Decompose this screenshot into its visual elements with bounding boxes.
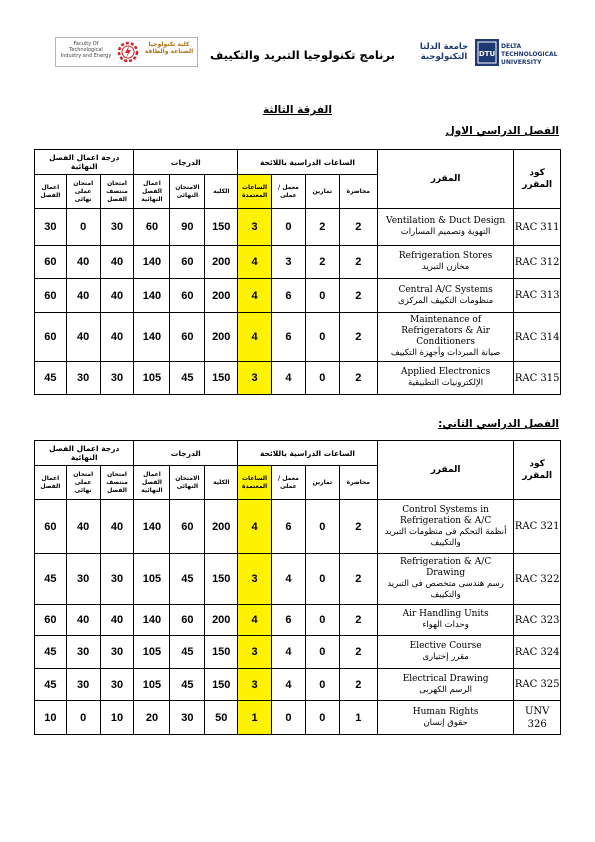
credit-cell: 3 (238, 669, 272, 701)
lab-cell: 0 (272, 209, 306, 246)
midterm-cell: 40 (100, 313, 134, 362)
course-name-cell (377, 246, 514, 279)
tutorial-cell: 2 (305, 246, 339, 279)
page-header (0, 0, 595, 100)
lab-cell: 4 (272, 636, 306, 669)
svg-text:DTU: DTU (478, 50, 496, 58)
lecture-cell: 1 (339, 701, 377, 735)
course-header: المقرر (377, 441, 514, 500)
credit-hours-header: الساعات المعتمدة (238, 466, 272, 500)
course-code-cell: RAC 315 (514, 362, 561, 395)
course-code-cell: RAC 314 (514, 313, 561, 362)
semester-2-table (34, 440, 561, 735)
course-code-cell: RAC 313 (514, 279, 561, 313)
table-row (35, 669, 561, 701)
final-exam-cell: 60 (170, 313, 205, 362)
course-name-en: Human Rights (412, 706, 479, 717)
midterm-cell: 40 (100, 500, 134, 554)
final-exam-cell: 45 (170, 554, 205, 605)
grades-group-header: الدرجات (134, 150, 238, 175)
table-row (35, 500, 561, 554)
credit-cell: 3 (238, 554, 272, 605)
credit-cell: 3 (238, 209, 272, 246)
table-row (35, 279, 561, 313)
university-mark-icon (475, 39, 499, 66)
total-cell: 150 (205, 362, 238, 395)
midterm-cell: 30 (100, 636, 134, 669)
final-grades-group-header: درجة اعمال الفصل النهائية (35, 441, 134, 466)
lecture-header: محاضرة (339, 466, 377, 500)
course-name-en: Applied Electronics (401, 367, 491, 377)
work-cell: 10 (35, 701, 67, 735)
course-code-cell: RAC 324 (514, 636, 561, 669)
practical-cell: 40 (66, 279, 100, 313)
midterm-cell: 30 (100, 362, 134, 395)
total-cell: 150 (205, 669, 238, 701)
final-exam-cell: 30 (170, 701, 205, 735)
lab-header: معمل / عملى (272, 175, 306, 209)
midterm-exam-header: امتحان منتصف الفصل (100, 175, 134, 209)
midterm-cell: 40 (100, 246, 134, 279)
work-final-cell: 105 (134, 636, 170, 669)
midterm-cell: 40 (100, 605, 134, 636)
course-name-en: Control Systems in Refrigeration & A/C (399, 504, 492, 526)
course-name-ar: مخازن التبريد (421, 262, 470, 272)
work-cell: 45 (35, 362, 67, 395)
lecture-cell: 2 (339, 246, 377, 279)
semester-2-rows (35, 500, 561, 735)
semester-1-rows (35, 209, 561, 395)
tutorial-cell: 2 (305, 209, 339, 246)
total-cell: 150 (205, 636, 238, 669)
final-exam-cell: 60 (170, 279, 205, 313)
work-final-cell: 140 (134, 605, 170, 636)
midterm-exam-header: امتحان منتصف الفصل (100, 466, 134, 500)
course-code-cell: UNV 326 (514, 701, 561, 735)
final-exam-cell: 90 (170, 209, 205, 246)
faculty-logo (55, 37, 198, 67)
lecture-cell: 2 (339, 279, 377, 313)
hours-group-header: الساعات الدراسية باللائحة (238, 150, 378, 175)
course-name-en: Ventilation & Duct Design (386, 216, 506, 226)
course-header: المقرر (377, 150, 514, 209)
course-code-cell: RAC 325 (514, 669, 561, 701)
table-row (35, 636, 561, 669)
total-cell: 50 (205, 701, 238, 735)
tutorial-cell: 0 (305, 636, 339, 669)
work-final-cell: 105 (134, 362, 170, 395)
work-final-header: اعمال الفصل النهائية (134, 175, 170, 209)
practical-cell: 30 (66, 669, 100, 701)
lecture-cell: 2 (339, 669, 377, 701)
work-final-cell: 140 (134, 246, 170, 279)
lab-header: معمل / عملى (272, 466, 306, 500)
final-exam-cell: 60 (170, 246, 205, 279)
course-name-en: Air Handling Units (402, 609, 489, 619)
work-cell: 45 (35, 636, 67, 669)
semester-1-table (34, 149, 561, 395)
hours-group-header: الساعات الدراسية باللائحة (238, 441, 378, 466)
total-header: الكلية (205, 175, 238, 209)
final-work-header: اعمال الفصل (35, 175, 67, 209)
table-row (35, 246, 561, 279)
lecture-cell: 2 (339, 636, 377, 669)
work-cell: 45 (35, 669, 67, 701)
lecture-header: محاضرة (339, 175, 377, 209)
credit-cell: 4 (238, 500, 272, 554)
practical-cell: 30 (66, 636, 100, 669)
work-final-cell: 105 (134, 554, 170, 605)
course-name-en: Central A/C Systems (398, 284, 493, 295)
table-row (35, 605, 561, 636)
lab-cell: 4 (272, 669, 306, 701)
course-name-en: Refrigeration & A/C Drawing (399, 557, 492, 578)
credit-hours-header: الساعات المعتمدة (238, 175, 272, 209)
final-exam-cell: 60 (170, 500, 205, 554)
lecture-cell: 2 (339, 554, 377, 605)
final-grades-group-header: درجة اعمال الفصل النهائية (35, 150, 134, 175)
tutorial-header: تمارين (305, 175, 339, 209)
lab-cell: 6 (272, 605, 306, 636)
lecture-cell: 2 (339, 209, 377, 246)
course-code-cell: RAC 322 (514, 554, 561, 605)
practical-exam-header: امتحان عملى نهائى (66, 175, 100, 209)
practical-cell: 40 (66, 246, 100, 279)
course-name-ar: منظومات التكييف المركزى (398, 295, 494, 306)
course-name-cell (377, 669, 514, 701)
code-header: كود المقرر (514, 150, 561, 209)
credit-cell: 3 (238, 636, 272, 669)
lab-cell: 6 (272, 500, 306, 554)
practical-cell: 0 (66, 701, 100, 735)
code-header: كود المقرر (514, 441, 561, 500)
final-exam-header: الامتحان النهائى (170, 466, 205, 500)
lecture-cell: 2 (339, 362, 377, 395)
university-logo (415, 38, 560, 68)
course-name-en: Electrical Drawing (402, 673, 489, 684)
total-cell: 150 (205, 554, 238, 605)
work-cell: 30 (35, 209, 67, 246)
course-name-cell (377, 554, 514, 605)
total-header: الكلية (205, 466, 238, 500)
midterm-cell: 40 (100, 279, 134, 313)
lab-cell: 3 (272, 246, 306, 279)
course-code-cell: RAC 311 (514, 209, 561, 246)
table-row (35, 362, 561, 395)
lab-cell: 6 (272, 313, 306, 362)
work-final-cell: 60 (134, 209, 170, 246)
practical-cell: 0 (66, 209, 100, 246)
semester-2-title: الفصل الدراسي الثاني: (438, 418, 559, 430)
course-name-cell (377, 209, 514, 246)
course-name-ar: وحدات الهواء (422, 620, 469, 630)
credit-cell: 3 (238, 362, 272, 395)
course-code-cell: RAC 323 (514, 605, 561, 636)
final-exam-header: الامتحان النهائى (170, 175, 205, 209)
practical-cell: 40 (66, 313, 100, 362)
total-cell: 200 (205, 279, 238, 313)
credit-cell: 4 (238, 279, 272, 313)
work-final-cell: 140 (134, 500, 170, 554)
work-final-cell: 105 (134, 669, 170, 701)
midterm-cell: 10 (100, 701, 134, 735)
tutorial-cell: 0 (305, 554, 339, 605)
work-final-header: اعمال الفصل النهائية (134, 466, 170, 500)
tutorial-cell: 0 (305, 500, 339, 554)
course-name-ar: الرسم الكهربى (419, 684, 473, 695)
final-exam-cell: 45 (170, 669, 205, 701)
work-cell: 60 (35, 313, 67, 362)
grades-group-header: الدرجات (134, 441, 238, 466)
course-name-cell (377, 701, 514, 735)
tutorial-cell: 0 (305, 313, 339, 362)
faculty-logo-arabic: كلية تكنولوجيا الصناعة والطاقة (144, 41, 194, 55)
lab-cell: 4 (272, 362, 306, 395)
course-name-cell (377, 313, 514, 362)
work-cell: 60 (35, 605, 67, 636)
practical-cell: 40 (66, 605, 100, 636)
credit-cell: 4 (238, 246, 272, 279)
course-name-cell (377, 362, 514, 395)
course-name-cell (377, 605, 514, 636)
course-code-cell: RAC 321 (514, 500, 561, 554)
final-exam-cell: 45 (170, 362, 205, 395)
university-name-arabic: جامعة الدلتا التكنولوجية (419, 42, 469, 62)
work-cell: 60 (35, 500, 67, 554)
practical-exam-header: امتحان عملى نهائى (66, 466, 100, 500)
midterm-cell: 30 (100, 669, 134, 701)
work-cell: 45 (35, 554, 67, 605)
final-exam-cell: 60 (170, 605, 205, 636)
tutorial-header: تمارين (305, 466, 339, 500)
final-work-header: اعمال الفصل (35, 466, 67, 500)
table-row (35, 701, 561, 735)
program-title: برنامج تكنولوجيا التبريد والتكييف (210, 48, 395, 62)
tutorial-cell: 0 (305, 362, 339, 395)
course-name-ar: صيانة المبردات وأجهزة التكييف (390, 348, 501, 358)
total-cell: 200 (205, 246, 238, 279)
final-exam-cell: 45 (170, 636, 205, 669)
tutorial-cell: 0 (305, 701, 339, 735)
practical-cell: 30 (66, 362, 100, 395)
lecture-cell: 2 (339, 605, 377, 636)
tutorial-cell: 0 (305, 605, 339, 636)
total-cell: 200 (205, 313, 238, 362)
course-name-en: Refrigeration Stores (398, 251, 493, 261)
course-name-ar: حقوق إنسان (423, 717, 468, 728)
credit-cell: 4 (238, 313, 272, 362)
course-name-ar: رسم هندسى متخصص فى التبريد والتكييف (387, 579, 504, 600)
total-cell: 200 (205, 500, 238, 554)
lab-cell: 6 (272, 279, 306, 313)
course-name-ar: التهوية وتصميم المسارات (400, 227, 491, 237)
table-row (35, 554, 561, 605)
course-name-en: Maintenance of Refrigerators & Air Conditioners (401, 315, 490, 347)
work-cell: 60 (35, 246, 67, 279)
university-name-english: DELTA TECHNOLOGICAL UNIVERSITY (501, 43, 558, 66)
practical-cell: 30 (66, 554, 100, 605)
lecture-cell: 2 (339, 500, 377, 554)
course-name-ar: مقرر إختيارى (422, 652, 469, 662)
work-final-cell: 140 (134, 313, 170, 362)
midterm-cell: 30 (100, 554, 134, 605)
work-final-cell: 20 (134, 701, 170, 735)
table-row (35, 209, 561, 246)
work-final-cell: 140 (134, 279, 170, 313)
table-row (35, 313, 561, 362)
tutorial-cell: 0 (305, 279, 339, 313)
course-code-cell: RAC 312 (514, 246, 561, 279)
course-name-cell (377, 279, 514, 313)
course-name-cell (377, 636, 514, 669)
course-name-en: Elective Course (409, 641, 482, 651)
lecture-cell: 2 (339, 313, 377, 362)
credit-cell: 1 (238, 701, 272, 735)
course-name-cell (377, 500, 514, 554)
total-cell: 150 (205, 209, 238, 246)
practical-cell: 40 (66, 500, 100, 554)
course-name-ar: الإلكترونيات التطبيقية (408, 378, 484, 388)
semester-1-title: الفصل الدراسي الاول (445, 125, 559, 137)
tutorial-cell: 0 (305, 669, 339, 701)
total-cell: 200 (205, 605, 238, 636)
work-cell: 60 (35, 279, 67, 313)
credit-cell: 4 (238, 605, 272, 636)
lab-cell: 4 (272, 554, 306, 605)
midterm-cell: 30 (100, 209, 134, 246)
gear-lightning-icon (116, 40, 140, 64)
course-name-ar: أنظمة التحكم فى منظومات التبريد والتكييف (384, 526, 507, 548)
year-title: الفرقة الثالثة (263, 104, 332, 116)
lab-cell: 0 (272, 701, 306, 735)
faculty-logo-english: Faculty Of Technological Industry and Energy (60, 41, 112, 59)
